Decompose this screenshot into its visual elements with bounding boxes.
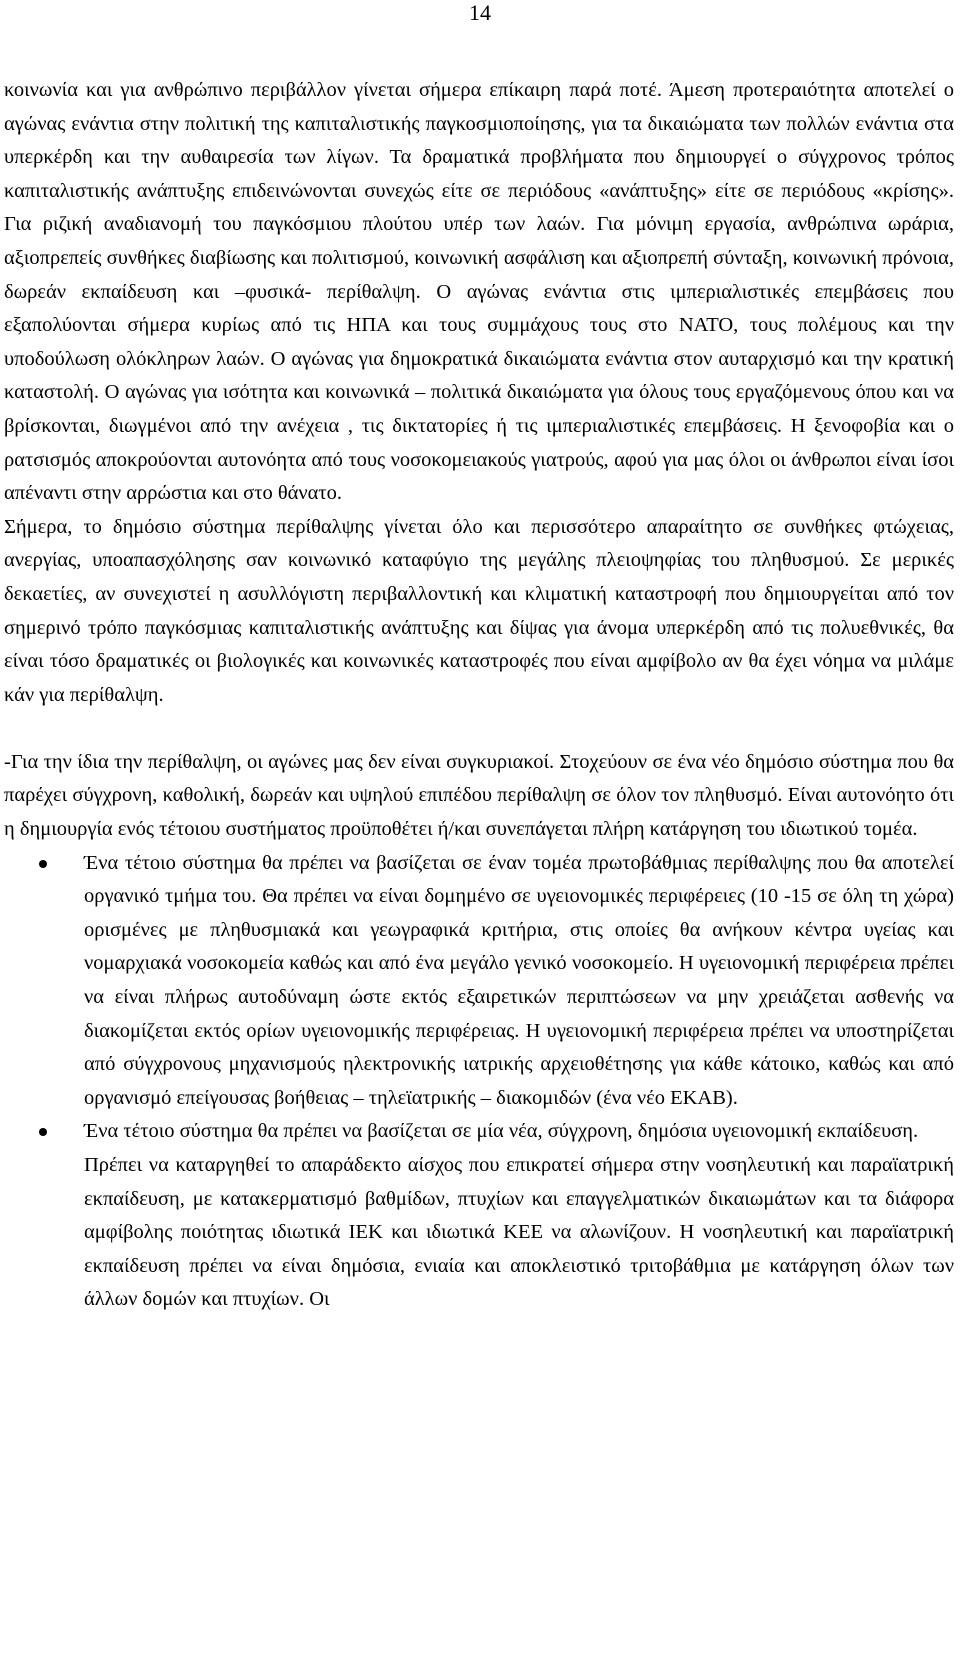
bullet-list	[4, 847, 954, 1317]
bullet-icon	[39, 1128, 47, 1136]
list-item-text: Ένα τέτοιο σύστημα θα πρέπει να βασίζεται σε μία νέα, σύγχρονη, δημόσια υγειονομική εκπαίδευση.	[84, 1120, 919, 1143]
list-item-subparagraph: Πρέπει να καταργηθεί το απαράδεκτο αίσχος που επικρατεί σήμερα στην νοσηλευτική και παραϊατρική εκπαίδευση, με κατακερματισμό βαθμίδων, πτυχίων και επαγγελματικών δικαιωμάτων και τα διάφορα αμφίβολης ποιότητας ιδιωτικά ΙΕΚ και ιδιωτικά ΚΕΕ να αλωνίζουν. Η νοσηλευτική και παραϊατρική εκπαίδευση πρέπει να είναι δημόσια, ενιαία και αποκλειστικό τριτοβάθμια με κατάργηση όλων των άλλων δομών και πτυχίων. Οι	[84, 1154, 954, 1311]
document-body	[4, 74, 954, 1317]
list-item	[4, 847, 954, 1116]
paragraph-public-system: Σήμερα, το δημόσιο σύστημα περίθαλψης γίνεται όλο και περισσότερο απαραίτητο σε συνθήκες φτώχειας, ανεργίας, υποαπασχόλησης σαν κοινωνικό καταφύγιο της μεγάλης πλειοψηφίας του πληθυσμού. Σε μερικές δεκαετίες, αν συνεχιστεί η ασυλλόγιστη περιβαλλοντική και κλιματική καταστροφή που δημιουργείται από τον σημερινό τρόπο παγκόσμιας καπιταλιστικής ανάπτυξης και δίψας για άνομα υπερκέρδη από τις πολυεθνικές, θα είναι τόσο δραματικές οι βιολογικές και κοινωνικές καταστροφές που είναι αμφίβολο αν θα έχει νόημα να μιλάμε κάν για περίθαλψη.	[4, 515, 954, 706]
paragraph-goals: -Για την ίδια την περίθαλψη, οι αγώνες μας δεν είναι συγκυριακοί. Στοχεύουν σε ένα νέο δημόσιο σύστημα που θα παρέχει σύγχρονη, καθολική, δωρεάν και υψηλού επιπέδου περίθαλψη σε όλον τον πληθυσμό. Είναι αυτονόητο ότι η δημιουργία ενός τέτοιου συστήματος προϋποθέτει ή/και συνεπάγεται πλήρη κατάργηση του ιδιωτικού τομέα.	[4, 750, 954, 841]
page-number: 14	[469, 0, 491, 25]
bullet-icon	[39, 860, 47, 868]
paragraph-intro: κοινωνία και για ανθρώπινο περιβάλλον γίνεται σήμερα επίκαιρη παρά ποτέ. Άμεση προτεραιότητα αποτελεί ο αγώνας ενάντια στην πολιτική της καπιταλιστικής παγκοσμιοποίησης, για τα δικαιώματα των πολλών ενάντια στα υπερκέρδη και την αυθαιρεσία των λίγων. Τα δραματικά προβλήματα που δημιουργεί ο σύγχρονος τρόπος καπιταλιστικής ανάπτυξης επιδεινώνονται συνεχώς είτε σε περιόδους «ανάπτυξης» είτε σε περιόδους «κρίσης». Για ριζική αναδιανομή του παγκόσμιου πλούτου υπέρ των λαών. Για μόνιμη εργασία, ανθρώπινα ωράρια, αξιοπρεπείς συνθήκες διαβίωσης και πολιτισμού, κοινωνική ασφάλιση και αξιοπρεπή σύνταξη, κοινωνική πρόνοια, δωρεάν εκπαίδευση και –φυσικά- περίθαλψη. Ο αγώνας ενάντια στις ιμπεριαλιστικές επεμβάσεις που εξαπολύονται σήμερα κυρίως από τις ΗΠΑ και τους συμμάχους τους στο ΝΑΤΟ, τους πολέμους και την υποδούλωση ολόκληρων λαών. Ο αγώνας για δημοκρατικά δικαιώματα ενάντια στον αυταρχισμό και την κρατική καταστολή. Ο αγώνας για ισότητα και κοινωνικά – πολιτικά δικαιώματα για όλους τους εργαζόμενους όπου και να βρίσκονται, διωγμένοι από την ανέχεια , τις δικτατορίες ή τις ιμπεριαλιστικές επεμβάσεις. Η ξενοφοβία και ο ρατσισμός αποκρούονται αυτονόητα από τους νοσοκομειακούς γιατρούς, αφού για μας όλοι οι άνθρωποι είναι ίσοι απέναντι στην αρρώστια και στο θάνατο.	[4, 79, 954, 505]
list-item-text: Ένα τέτοιο σύστημα θα πρέπει να βασίζεται σε έναν τομέα πρωτοβάθμιας περίθαλψης που θα αποτελεί οργανικό τμήμα του. Θα πρέπει να είναι δομημένο σε υγειονομικές περιφέρειες (10 -15 σε όλη τη χώρα) ορισμένες με πληθυσμιακά και γεωγραφικά κριτήρια, στις οποίες θα ανήκουν κέντρα υγείας και νομαρχιακά νοσοκομεία καθώς και από ένα μεγάλο γενικό νοσοκομείο. Η υγειονομική περιφέρεια πρέπει να είναι πλήρως αυτοδύναμη ώστε εκτός εξαιρετικών περιπτώσεων να μην χρειάζεται ασθενής να διακομίζεται εκτός ορίων υγειονομικής περιφέρειας. Η υγειονομική περιφέρεια πρέπει να υποστηρίζεται από σύγχρονους μηχανισμούς ηλεκτρονικής ιατρικής αρχειοθέτησης για κάθε κάτοικο, καθώς και από οργανισμό επείγουσας βοήθειας – τηλεϊατρικής – διακομιδών (ένα νέο ΕΚΑΒ).	[84, 851, 954, 1109]
list-item	[4, 1115, 954, 1317]
